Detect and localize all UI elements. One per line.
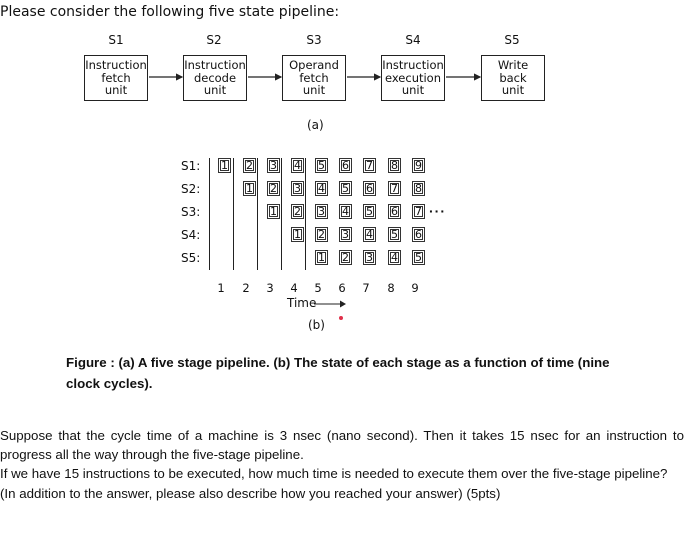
instruction-cell: 8 <box>412 181 425 196</box>
stage-box-line: fetch <box>101 70 131 85</box>
stage-label-s3: S3 <box>306 33 322 47</box>
row-label: S2: <box>181 182 201 196</box>
instruction-cell: 1 <box>267 204 280 219</box>
stage-label-s5: S5 <box>504 33 520 47</box>
instruction-cell: 3 <box>291 181 304 196</box>
instruction-cell: 6 <box>388 204 401 219</box>
instruction-cell: 5 <box>412 250 425 265</box>
time-divider-line <box>209 158 210 270</box>
continuation-ellipsis: ··· <box>429 203 446 219</box>
instruction-cell: 1 <box>243 181 256 196</box>
instruction-cell: 2 <box>339 250 352 265</box>
stage-box-line: unit <box>501 83 525 98</box>
instruction-cell: 7 <box>412 204 425 219</box>
stage-box-line: Instruction <box>85 58 147 73</box>
stage-box-line: fetch <box>299 70 329 85</box>
time-divider-line <box>305 158 306 270</box>
stage-box-line: unit <box>401 83 425 98</box>
instruction-cell: 6 <box>363 181 376 196</box>
stage-box-line: unit <box>104 83 128 98</box>
instruction-cell: 4 <box>388 250 401 265</box>
instruction-cell: 1 <box>291 227 304 242</box>
instruction-cell: 8 <box>388 158 401 173</box>
question-paragraph-1: Suppose that the cycle time of a machine is 3 nsec (nano second). Then it takes 15 nsec for an instruction to progress all the way through the five-stage pipeline. <box>0 428 684 462</box>
instruction-cell: 6 <box>412 227 425 242</box>
question-paragraph-3: (In addition to the answer, please also describe how you reached your answer) (5pts) <box>0 486 501 501</box>
time-divider-line <box>281 158 282 270</box>
stage-box-line: Write <box>497 58 529 73</box>
stage-box-line: Operand <box>289 58 339 73</box>
stage-box-line: Instruction <box>184 58 246 73</box>
part-b-label: (b) <box>308 318 325 332</box>
figure-caption: Figure : (a) A five stage pipeline. (b) The state of each stage as a function of time (nine clock cycles). <box>66 355 610 391</box>
time-tick-label: 9 <box>411 281 419 295</box>
stage-box-line: unit <box>302 83 326 98</box>
stage-box-line: unit <box>203 83 227 98</box>
time-divider-line <box>257 158 258 270</box>
instruction-cell: 3 <box>339 227 352 242</box>
instruction-cell: 4 <box>339 204 352 219</box>
instruction-cell: 7 <box>388 181 401 196</box>
part-a-label: (a) <box>307 118 324 132</box>
instruction-cell: 4 <box>363 227 376 242</box>
instruction-cell: 1 <box>315 250 328 265</box>
instruction-cell: 2 <box>315 227 328 242</box>
question-paragraph-2: If we have 15 instructions to be executed, how much time is needed to execute them over the five-stage pipeline? <box>0 466 668 481</box>
time-tick-label: 2 <box>242 281 250 295</box>
time-arrow-icon <box>313 298 347 310</box>
time-tick-label: 8 <box>387 281 395 295</box>
instruction-cell: 9 <box>412 158 425 173</box>
row-label: S5: <box>181 251 201 265</box>
stage-label-s4: S4 <box>405 33 421 47</box>
intro-text: Please consider the following five state pipeline: <box>0 4 340 20</box>
row-label: S1: <box>181 159 201 173</box>
instruction-cell: 3 <box>363 250 376 265</box>
instruction-cell: 4 <box>291 158 304 173</box>
instruction-cell: 4 <box>315 181 328 196</box>
instruction-cell: 2 <box>267 181 280 196</box>
instruction-cell: 5 <box>388 227 401 242</box>
stage-box-line: execution <box>384 70 442 85</box>
instruction-cell: 7 <box>363 158 376 173</box>
red-dot-marker <box>339 316 343 320</box>
time-tick-label: 4 <box>290 281 298 295</box>
row-label: S3: <box>181 205 201 219</box>
time-label: Time <box>287 296 317 310</box>
time-divider-line <box>233 158 234 270</box>
stage-box-line: decode <box>193 70 237 85</box>
instruction-cell: 3 <box>267 158 280 173</box>
time-tick-label: 1 <box>217 281 225 295</box>
instruction-cell: 5 <box>339 181 352 196</box>
instruction-cell: 6 <box>339 158 352 173</box>
instruction-cell: 5 <box>315 158 328 173</box>
stage-label-s1: S1 <box>108 33 124 47</box>
instruction-cell: 2 <box>243 158 256 173</box>
stage-box-line: back <box>499 70 527 85</box>
instruction-cell: 1 <box>218 158 231 173</box>
stage-label-s2: S2 <box>206 33 222 47</box>
time-tick-label: 5 <box>314 281 322 295</box>
time-tick-label: 6 <box>338 281 346 295</box>
time-tick-label: 7 <box>362 281 370 295</box>
instruction-cell: 3 <box>315 204 328 219</box>
stage-box-line: Instruction <box>382 58 444 73</box>
instruction-cell: 5 <box>363 204 376 219</box>
instruction-cell: 2 <box>291 204 304 219</box>
time-tick-label: 3 <box>266 281 274 295</box>
row-label: S4: <box>181 228 201 242</box>
